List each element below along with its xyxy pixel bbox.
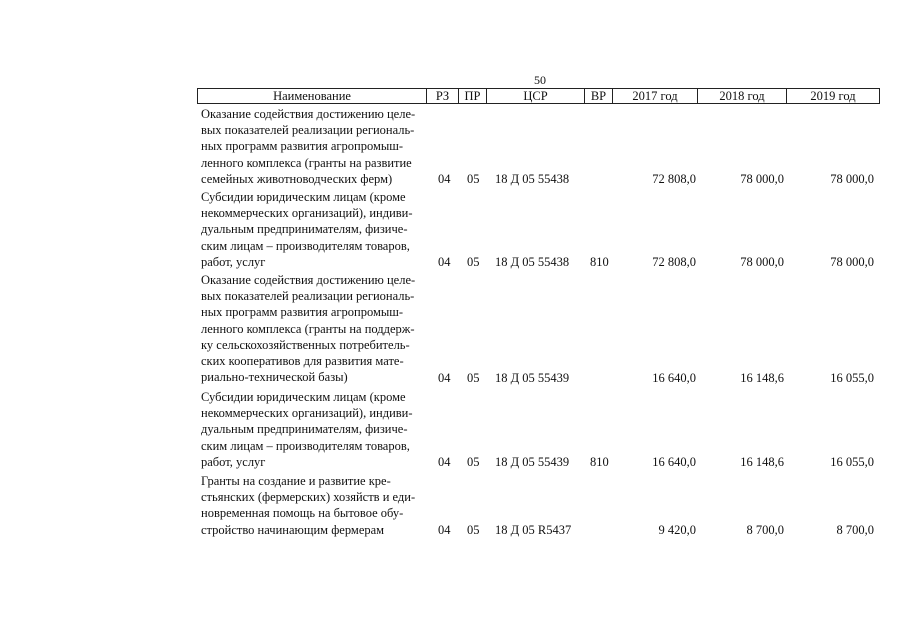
header-2017: 2017 год (613, 89, 698, 103)
row-2019: 16 055,0 (830, 371, 874, 385)
row-pr: 05 (467, 455, 480, 469)
header-name: Наименование (198, 89, 427, 103)
row-2018: 78 000,0 (740, 172, 784, 186)
row-2019: 78 000,0 (830, 255, 874, 269)
row-2018: 78 000,0 (740, 255, 784, 269)
row-2017: 16 640,0 (652, 455, 696, 469)
row-rz: 04 (438, 255, 451, 269)
row-csr: 18 Д 05 55438 (495, 172, 570, 186)
row-2019: 78 000,0 (830, 172, 874, 186)
row-2019: 16 055,0 (830, 455, 874, 469)
table-row (201, 106, 881, 187)
row-csr: 18 Д 05 55438 (495, 255, 570, 269)
row-csr: 18 Д 05 55439 (495, 455, 570, 469)
header-rz: РЗ (427, 89, 459, 103)
row-name: Субсидии юридическим лицам (кроме некоммерческих организаций), индиви- дуальным предпринимателям, физиче- ским лицам – производителям товаров, работ, услуг (201, 390, 413, 469)
row-name: Оказание содействия достижению целе- вых показателей реализации региональ- ных программ развития агропромыш- ленного комплекса (гранты на поддерж- ку сельскохозяйственных потребитель- ских кооперативов для развития мате- риально-технической базы) (201, 273, 416, 385)
header-2018: 2018 год (698, 89, 787, 103)
row-name: Субсидии юридическим лицам (кроме некоммерческих организаций), индиви- дуальным предпринимателям, физиче- ским лицам – производителям товаров, работ, услуг (201, 190, 413, 269)
row-2018: 8 700,0 (746, 523, 784, 537)
row-rz: 04 (438, 455, 451, 469)
row-2018: 16 148,6 (740, 455, 784, 469)
header-pr: ПР (459, 89, 487, 103)
header-csr: ЦСР (487, 89, 585, 103)
table-row (201, 189, 881, 270)
table-row (201, 272, 881, 386)
row-name: Оказание содействия достижению целе- вых показателей реализации региональ- ных программ развития агропромыш- ленного комплекса (гранты на развитие семейных животноводческих ферм) (201, 107, 416, 186)
row-csr: 18 Д 05 R5437 (495, 523, 572, 537)
row-2017: 9 420,0 (658, 523, 696, 537)
row-2018: 16 148,6 (740, 371, 784, 385)
row-pr: 05 (467, 523, 480, 537)
row-rz: 04 (438, 371, 451, 385)
row-rz: 04 (438, 523, 451, 537)
row-2019: 8 700,0 (836, 523, 874, 537)
row-csr: 18 Д 05 55439 (495, 371, 570, 385)
row-vr: 810 (590, 455, 609, 469)
row-vr: 810 (590, 255, 609, 269)
row-name: Гранты на создание и развитие кре- стьянских (фермерских) хозяйств и еди- новременная помощь на бытовое обу- стройство начинающим фермерам (201, 474, 416, 537)
table-row (201, 473, 881, 538)
row-pr: 05 (467, 172, 480, 186)
row-rz: 04 (438, 172, 451, 186)
row-2017: 72 808,0 (652, 255, 696, 269)
header-vr: ВР (585, 89, 613, 103)
row-2017: 16 640,0 (652, 371, 696, 385)
page-number: 50 (534, 73, 546, 87)
row-2017: 72 808,0 (652, 172, 696, 186)
row-pr: 05 (467, 371, 480, 385)
table-header (197, 88, 880, 104)
table-row (201, 389, 881, 470)
header-2019: 2019 год (810, 89, 856, 103)
row-pr: 05 (467, 255, 480, 269)
